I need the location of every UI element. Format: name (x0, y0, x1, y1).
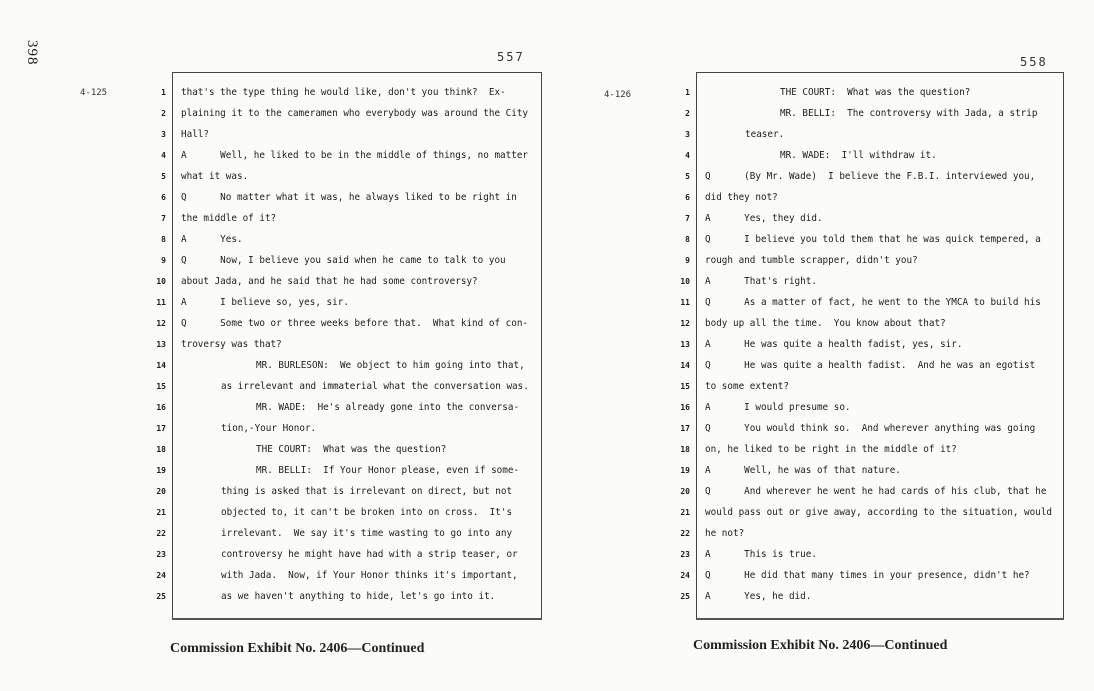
exhibit-caption: Commission Exhibit No. 2406—Continued (170, 641, 425, 656)
line-number: 19 (156, 466, 166, 475)
transcript-line: Q I believe you told them that he was quick tempered, a (705, 234, 1041, 245)
line-number: 23 (156, 550, 166, 559)
line-number: 9 (161, 256, 166, 265)
transcript-line: MR. WADE: He's already gone into the conversa- (256, 402, 520, 413)
line-number: 23 (680, 550, 690, 559)
line-number: 25 (680, 592, 690, 601)
line-number: 5 (685, 172, 690, 181)
transcript-page-number: 557 (497, 50, 525, 64)
transcript-line: on, he liked to be right in the middle of it? (705, 444, 957, 455)
line-number: 14 (680, 361, 690, 370)
line-number: 2 (161, 109, 166, 118)
transcript-line: Q And wherever he went he had cards of his club, that he (705, 486, 1047, 497)
line-number: 1 (685, 88, 690, 97)
line-number: 12 (156, 319, 166, 328)
transcript-line: rough and tumble scrapper, didn't you? (705, 255, 918, 266)
line-number: 24 (680, 571, 690, 580)
transcript-line: MR. BELLI: The controversy with Jada, a strip (780, 108, 1038, 119)
sheet-id: 4-126 (604, 90, 632, 100)
line-number: 8 (161, 235, 166, 244)
transcript-line: about Jada, and he said that he had some controversy? (181, 276, 478, 287)
line-number: 6 (161, 193, 166, 202)
line-number: 4 (161, 151, 166, 160)
transcript-line: Q No matter what it was, he always liked to be right in (181, 192, 517, 203)
line-number: 24 (156, 571, 166, 580)
line-number: 17 (156, 424, 166, 433)
transcript-line: thing is asked that is irrelevant on direct, but not (221, 486, 513, 497)
transcript-line: body up all the time. You know about that? (705, 318, 946, 329)
line-number: 15 (156, 382, 166, 391)
line-number: 12 (680, 319, 690, 328)
transcript-line: A Yes, they did. (705, 213, 823, 224)
transcript-line: did they not? (705, 192, 778, 203)
transcript-line: tion,-Your Honor. (221, 423, 317, 434)
transcript-line: Q He did that many times in your presence, didn't he? (705, 570, 1030, 581)
line-number: 11 (680, 298, 690, 307)
sheet-id: 4-125 (80, 88, 108, 98)
line-number: 19 (680, 466, 690, 475)
transcript-line: THE COURT: What was the question? (780, 87, 971, 98)
line-number: 14 (156, 361, 166, 370)
transcript-page-number: 558 (1020, 55, 1048, 69)
transcript-line: as we haven't anything to hide, let's go into it. (221, 591, 496, 602)
transcript-line: Q You would think so. And wherever anything was going (705, 423, 1036, 434)
bottom-rule (172, 618, 542, 620)
transcript-line: teaser. (745, 129, 785, 140)
transcript-line: A This is true. (705, 549, 817, 560)
line-number: 4 (685, 151, 690, 160)
transcript-line: THE COURT: What was the question? (256, 444, 447, 455)
line-number: 21 (156, 508, 166, 517)
line-number: 16 (680, 403, 690, 412)
margin-page-number: 398 (24, 40, 40, 66)
transcript-line: to some extent? (705, 381, 789, 392)
bottom-rule (696, 618, 1064, 620)
line-number: 7 (161, 214, 166, 223)
line-number: 17 (680, 424, 690, 433)
transcript-line: MR. BELLI: If Your Honor please, even if some- (256, 465, 520, 476)
transcript-line: the middle of it? (181, 213, 277, 224)
transcript-line: MR. WADE: I'll withdraw it. (780, 150, 937, 161)
line-number: 13 (680, 340, 690, 349)
transcript-line: with Jada. Now, if Your Honor thinks it's important, (221, 570, 518, 581)
transcript-line: he not? (705, 528, 745, 539)
transcript-line: Q As a matter of fact, he went to the YMCA to build his (705, 297, 1041, 308)
line-number: 3 (161, 130, 166, 139)
line-number: 16 (156, 403, 166, 412)
exhibit-caption: Commission Exhibit No. 2406—Continued (693, 638, 948, 653)
transcript-line: A Yes. (181, 234, 243, 245)
transcript-line: irrelevant. We say it's time wasting to go into any (221, 528, 513, 539)
transcript-line: Q He was quite a health fadist. And he was an egotist (705, 360, 1036, 371)
transcript-line: objected to, it can't be broken into on cross. It's (221, 507, 513, 518)
transcript-line: A He was quite a health fadist, yes, sir. (705, 339, 963, 350)
transcript-line: Q Some two or three weeks before that. What kind of con- (181, 318, 529, 329)
line-number: 3 (685, 130, 690, 139)
line-number: 2 (685, 109, 690, 118)
line-number: 10 (156, 277, 166, 286)
line-number: 8 (685, 235, 690, 244)
line-number: 21 (680, 508, 690, 517)
line-number: 22 (680, 529, 690, 538)
line-number: 10 (680, 277, 690, 286)
transcript-line: Hall? (181, 129, 209, 140)
line-number: 18 (156, 445, 166, 454)
transcript-line: A Well, he was of that nature. (705, 465, 901, 476)
transcript-line: as irrelevant and immaterial what the conversation was. (221, 381, 529, 392)
transcript-line: what it was. (181, 171, 249, 182)
right-transcript-page (547, 0, 1094, 691)
transcript-line: A Yes, he did. (705, 591, 812, 602)
transcript-line: A I would presume so. (705, 402, 851, 413)
line-number: 22 (156, 529, 166, 538)
line-number: 15 (680, 382, 690, 391)
line-number: 20 (156, 487, 166, 496)
line-number: 7 (685, 214, 690, 223)
line-number: 20 (680, 487, 690, 496)
line-number: 6 (685, 193, 690, 202)
transcript-line: A That's right. (705, 276, 817, 287)
transcript-line: troversy was that? (181, 339, 282, 350)
transcript-line: Q (By Mr. Wade) I believe the F.B.I. interviewed you, (705, 171, 1036, 182)
transcript-line: A Well, he liked to be in the middle of things, no matter (181, 150, 529, 161)
transcript-line: A I believe so, yes, sir. (181, 297, 349, 308)
line-number: 25 (156, 592, 166, 601)
transcript-line: Q Now, I believe you said when he came to talk to you (181, 255, 506, 266)
transcript-line: controversy he might have had with a strip teaser, or (221, 549, 518, 560)
line-number: 9 (685, 256, 690, 265)
transcript-line: would pass out or give away, according to the situation, would (705, 507, 1053, 518)
line-number: 18 (680, 445, 690, 454)
line-number: 1 (161, 88, 166, 97)
transcript-line: plaining it to the cameramen who everybody was around the City (181, 108, 529, 119)
transcript-line: MR. BURLESON: We object to him going into that, (256, 360, 525, 371)
line-number: 5 (161, 172, 166, 181)
line-number: 11 (156, 298, 166, 307)
line-number: 13 (156, 340, 166, 349)
transcript-line: that's the type thing he would like, don't you think? Ex- (181, 87, 506, 98)
